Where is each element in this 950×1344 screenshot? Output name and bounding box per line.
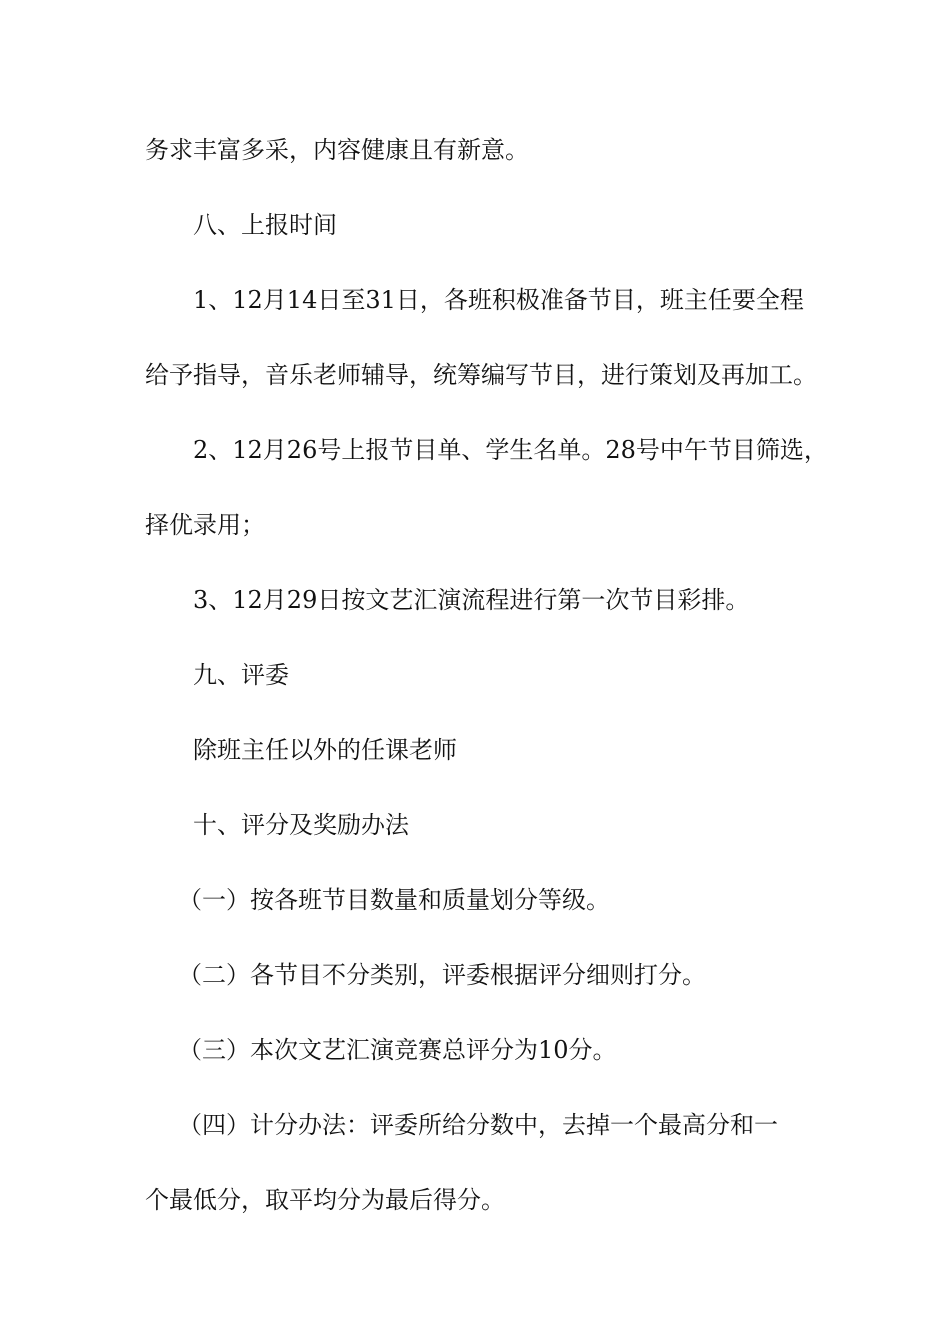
- scoring-item-3: （三）本次文艺汇演竞赛总评分为10分。: [178, 1036, 617, 1064]
- section-heading-10: 十、评分及奖励办法: [193, 811, 409, 839]
- list-item-1-line-2: 给予指导，音乐老师辅导，统筹编写节目，进行策划及再加工。: [145, 361, 817, 389]
- section-heading-9: 九、评委: [193, 661, 289, 689]
- list-item-2-line-2: 择优录用；: [145, 511, 265, 539]
- list-item-3: 3、12月29日按文艺汇演流程进行第一次节目彩排。: [193, 586, 750, 614]
- scoring-item-1: （一）按各班节目数量和质量划分等级。: [178, 886, 610, 914]
- scoring-item-4-line-1: （四）计分办法：评委所给分数中，去掉一个最高分和一: [178, 1111, 778, 1139]
- list-item-2-line-1: 2、12月26号上报节目单、学生名单。28号中午节目筛选，: [193, 436, 828, 464]
- paragraph-continuation: 务求丰富多采，内容健康且有新意。: [145, 136, 529, 164]
- section-heading-8: 八、上报时间: [193, 211, 337, 239]
- judges-paragraph: 除班主任以外的任课老师: [193, 736, 457, 764]
- scoring-item-4-line-2: 个最低分，取平均分为最后得分。: [145, 1186, 505, 1214]
- scoring-item-2: （二）各节目不分类别，评委根据评分细则打分。: [178, 961, 706, 989]
- list-item-1-line-1: 1、12月14日至31日，各班积极准备节目，班主任要全程: [193, 286, 804, 314]
